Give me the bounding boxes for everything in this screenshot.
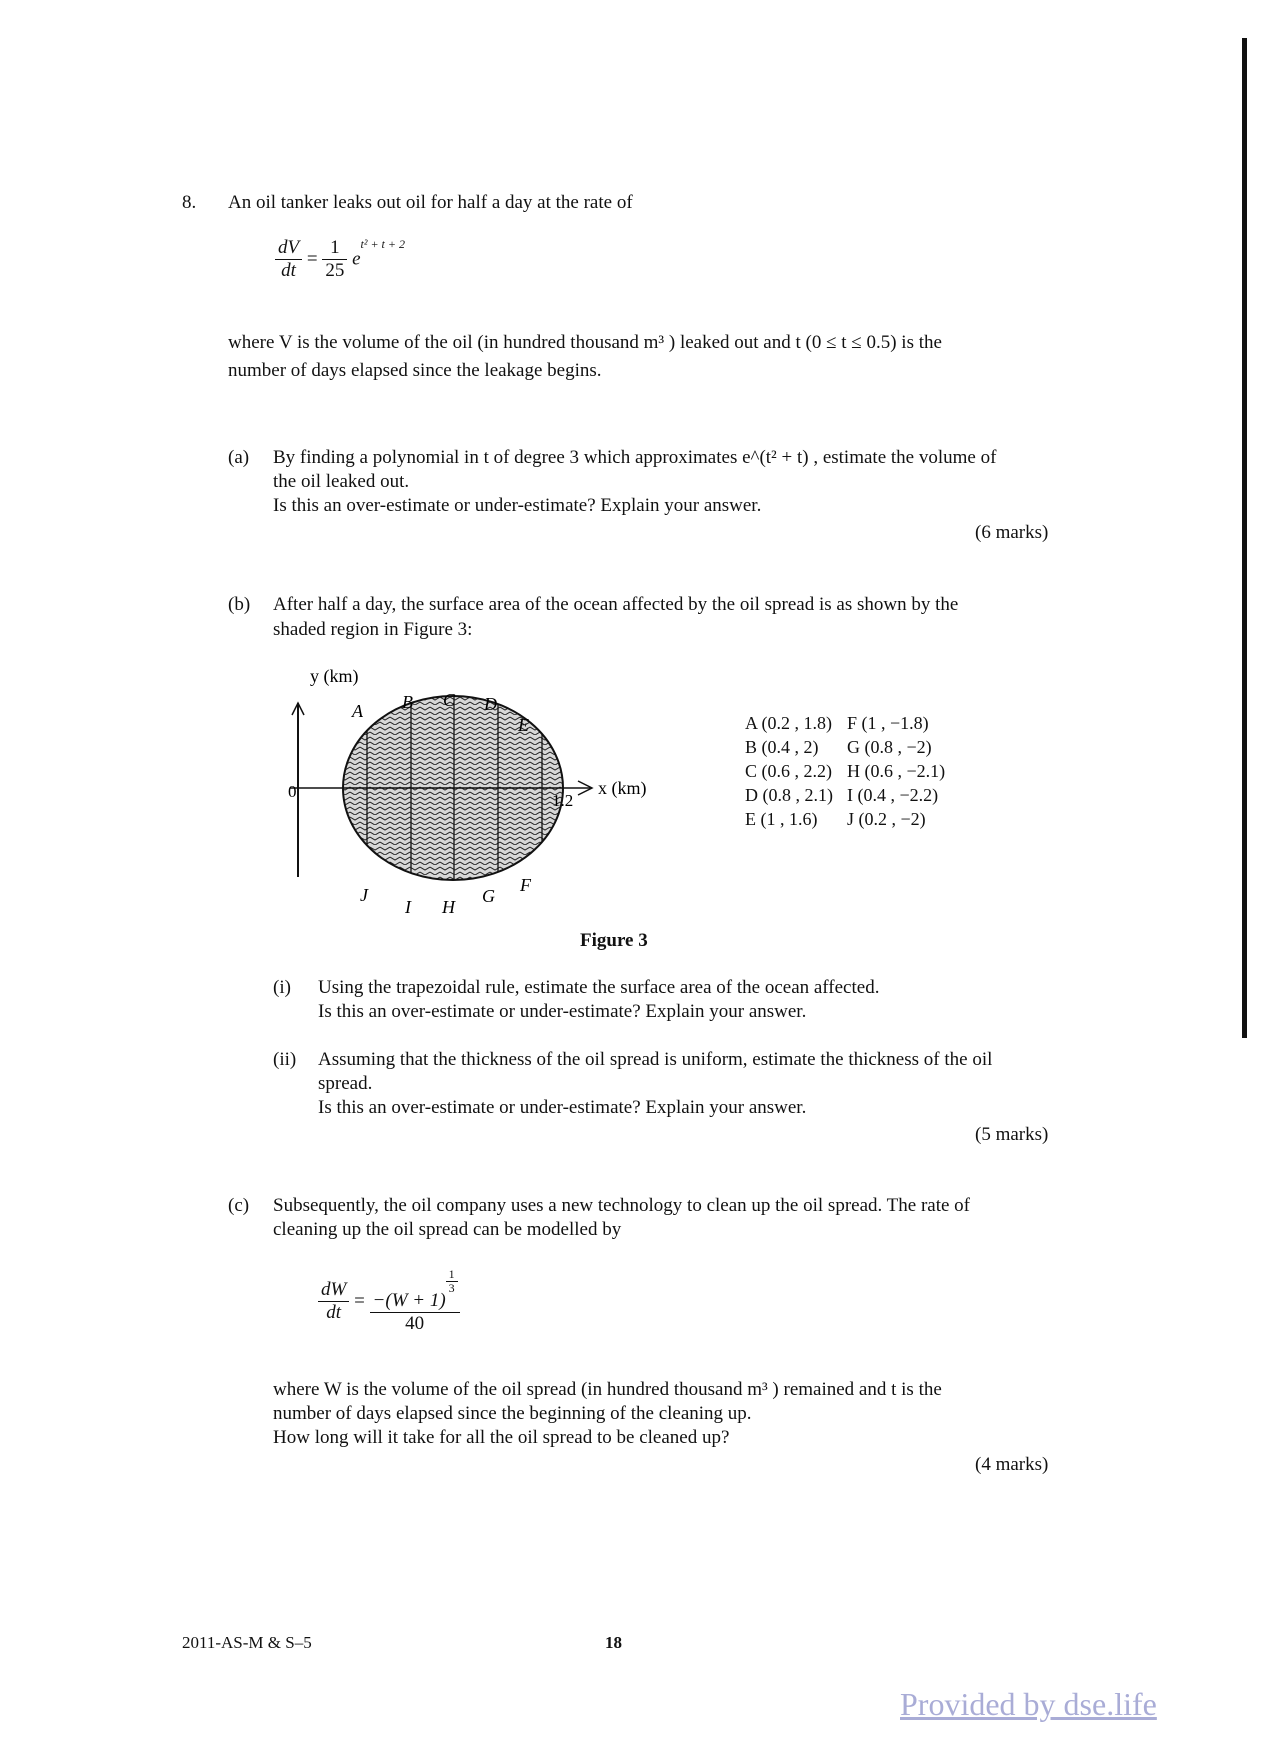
coord-i: I (0.4 , −2.2) bbox=[847, 785, 939, 805]
point-h-label: H bbox=[442, 897, 455, 917]
eq1-rhs-coefficient: $\frac{1}{25}$ bbox=[322, 237, 347, 282]
footer-page-number: 18 bbox=[605, 1633, 622, 1652]
y-axis-label: y (km) bbox=[310, 666, 359, 686]
coord-j: J (0.2 , −2) bbox=[847, 809, 926, 829]
where-line-2: number of days elapsed since the leakage begins. bbox=[228, 360, 602, 381]
part-c-line-3: where W is the volume of the oil spread (in hundred thousand m³ ) remained and t is the bbox=[273, 1379, 942, 1400]
part-a-line-1: By finding a polynomial in t of degree 3 which approximates e^(t² + t) , estimate the volume of bbox=[273, 447, 997, 468]
equation-rate-of-leak: $\frac{dV}{dt}$ = $\frac{1}{25}$ $e^{t^2 + t + 2}$ bbox=[275, 237, 405, 282]
x-end-label: 1.2 bbox=[552, 791, 574, 810]
part-b-ii-line-1: Assuming that the thickness of the oil spread is uniform, estimate the thickness of the oil bbox=[318, 1049, 993, 1070]
where-line-1: where V is the volume of the oil (in hundred thousand m³ ) leaked out and t (0 ≤ t ≤ 0.5) is the bbox=[228, 332, 942, 353]
coord-h: H (0.6 , −2.1) bbox=[847, 761, 946, 781]
part-c-line-2: cleaning up the oil spread can be modelled by bbox=[273, 1219, 622, 1240]
part-b-i-line-2: Is this an over-estimate or under-estimate? Explain your answer. bbox=[318, 1001, 807, 1022]
part-c-line-5: How long will it take for all the oil spread to be cleaned up? bbox=[273, 1427, 730, 1448]
coord-d: D (0.8 , 2.1) bbox=[745, 785, 833, 805]
figure-caption: Figure 3 bbox=[580, 930, 648, 951]
watermark-link[interactable]: Provided by dse.life bbox=[900, 1686, 1157, 1722]
part-c-marks: (4 marks) bbox=[975, 1454, 1049, 1475]
coord-b: B (0.4 , 2) bbox=[745, 737, 819, 757]
eq1-exponent: t² + t + 2 bbox=[360, 237, 405, 251]
coord-c: C (0.6 , 2.2) bbox=[745, 761, 832, 781]
part-b-ii-label: (ii) bbox=[273, 1049, 297, 1070]
point-j-label: J bbox=[360, 885, 368, 905]
point-f-label: F bbox=[520, 875, 531, 895]
question-number: 8. bbox=[182, 192, 197, 213]
x-axis-label: x (km) bbox=[598, 778, 647, 798]
coord-g: G (0.8 , −2) bbox=[847, 737, 932, 757]
part-b-i-label: (i) bbox=[273, 977, 291, 998]
eq2-lhs: $\frac{dW}{dt}$ bbox=[318, 1279, 349, 1324]
part-a-line-3: Is this an over-estimate or under-estimate? Explain your answer. bbox=[273, 495, 762, 516]
question-intro: An oil tanker leaks out oil for half a day at the rate of bbox=[228, 192, 633, 213]
equation-cleaning-rate: $\frac{dW}{dt}$ = −(W + 1) $\frac{1}{3}$ 40 bbox=[318, 1268, 460, 1335]
eq2-exponent: $\frac{1}{3}$ bbox=[446, 1268, 458, 1295]
point-e-label: E bbox=[518, 715, 529, 735]
part-b-label: (b) bbox=[228, 594, 251, 615]
part-b-line-1: After half a day, the surface area of the ocean affected by the oil spread is as shown by the bbox=[273, 594, 959, 615]
eq1-lhs: $\frac{dV}{dt}$ bbox=[275, 237, 302, 282]
origin-label: 0 bbox=[288, 782, 297, 801]
part-c-line-4: number of days elapsed since the beginning of the cleaning up. bbox=[273, 1403, 752, 1424]
part-c-label: (c) bbox=[228, 1195, 250, 1216]
point-c-label: C bbox=[443, 690, 456, 710]
part-b-i-line-1: Using the trapezoidal rule, estimate the surface area of the ocean affected. bbox=[318, 977, 880, 998]
part-c-line-1: Subsequently, the oil company uses a new technology to clean up the oil spread. The rate of bbox=[273, 1195, 971, 1216]
eq2-rhs: −(W + 1) $\frac{1}{3}$ 40 bbox=[370, 1268, 460, 1335]
coord-e: E (1 , 1.6) bbox=[745, 809, 818, 829]
part-a-line-2: the oil leaked out. bbox=[273, 471, 410, 492]
point-g-label: G bbox=[482, 886, 495, 906]
point-i-label: I bbox=[405, 897, 411, 917]
coordinates-table bbox=[745, 711, 959, 831]
point-a-label: A bbox=[352, 701, 363, 721]
part-b-ii-line-2: spread. bbox=[318, 1073, 373, 1094]
footer-paper-code: 2011-AS-M & S–5 bbox=[182, 1633, 312, 1652]
coord-a: A (0.2 , 1.8) bbox=[745, 713, 832, 733]
part-b-ii-line-3: Is this an over-estimate or under-estimate? Explain your answer. bbox=[318, 1097, 807, 1118]
coord-f: F (1 , −1.8) bbox=[847, 713, 929, 733]
scan-edge-bar bbox=[1242, 38, 1247, 1038]
figure-3-oil-spread bbox=[290, 665, 690, 925]
part-b-marks: (5 marks) bbox=[975, 1124, 1049, 1145]
part-a-label: (a) bbox=[228, 447, 250, 468]
point-b-label: B bbox=[402, 692, 413, 712]
part-b-line-2: shaded region in Figure 3: bbox=[273, 619, 473, 640]
point-coordinates bbox=[745, 711, 959, 831]
point-d-label: D bbox=[484, 694, 497, 714]
part-a-marks: (6 marks) bbox=[975, 522, 1049, 543]
